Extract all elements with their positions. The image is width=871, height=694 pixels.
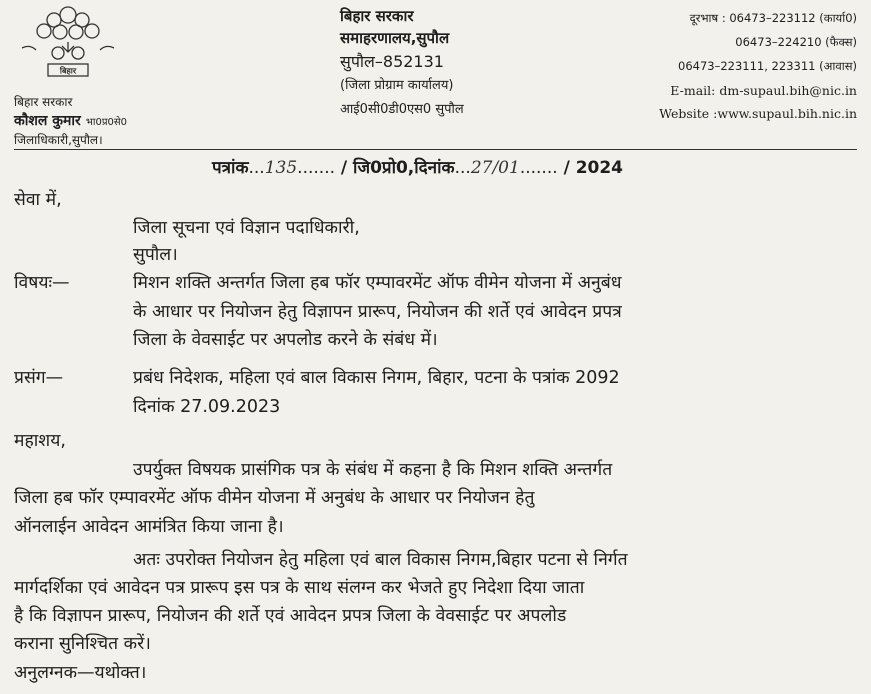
context-line: दिनांक 27.09.2023 [133,397,281,417]
para1-line: ऑनलाईन आवेदन आमंत्रित किया जाना है। [14,517,284,537]
to-line-1: जिला सूचना एवं विज्ञान पदाधिकारी, [133,218,360,238]
center-line-3: सुपौल–852131 [340,52,444,71]
center-line-5: आई0सी0डी0एस0 सुपौल [340,102,464,117]
phone-office: दूरभाष : 06473–223112 (कार्या0) [689,11,857,25]
header-divider [14,149,857,150]
officer-post: जिलाधिकारी,सुपौल। [14,133,103,147]
svg-text:बिहार: बिहार [59,66,77,76]
para2-line: अतः उपरोक्त नियोजन हेतु महिला एवं बाल विकास निगम,बिहार पटना से निर्गत [133,550,628,570]
context-line: प्रबंध निदेशक, महिला एवं बाल विकास निगम, बिहार, पटना के पत्रांक 2092 [133,368,620,388]
subject-label: विषयः— [14,273,70,293]
enclosure-note: अनुलग्नक—यथोक्त। [14,663,147,683]
email-text: E-mail: dm-supaul.bih@nic.in [670,83,857,98]
reference-line: पत्रांक...135....... / जि0प्रो0,दिनांक...27/01....... / 2024 [212,158,624,178]
to-label: सेवा में, [14,190,62,210]
phone-fax: 06473–224210 (फैक्स) [735,35,857,49]
subject-line: मिशन शक्ति अन्तर्गत जिला हब फॉर एम्पावरमेंट ऑफ वीमेन योजना में अनुबंध [133,273,622,293]
para2-line: है कि विज्ञापन प्रारूप, नियोजन की शर्ते एवं आवेदन प्रपत्र जिला के वेवसाईट पर अपलोड [14,606,567,626]
reference-year: / 2024 [563,158,624,178]
center-line-2: समाहरणालय,सुपौल [340,29,450,47]
officer-name: कौशल कुमार [14,113,81,129]
phone-residence: 06473–223111, 223311 (आवास) [678,59,857,73]
bihar-emblem-icon [14,2,122,90]
officer-service: भा0प्र0से0 [85,117,128,128]
subject-line: के आधार पर नियोजन हेतु विज्ञापन प्रारूप, नियोजन की शर्ते एवं आवेदन प्रपत्र [133,302,622,322]
officer-name-line [14,110,127,130]
para1-line: उपर्युक्त विषयक प्रासंगिक पत्र के संबंध में कहना है कि मिशन शक्ति अन्तर्गत [133,460,613,480]
reference-label: पत्रांक [212,158,249,178]
para1-line: जिला हब फॉर एम्पावरमेंट ऑफ वीमेन योजना में अनुबंध के आधार पर नियोजन हेतु [14,488,535,508]
center-line-4: (जिला प्रोग्राम कार्यालय) [340,78,454,93]
reference-office: / जि0प्रो0,दिनांक [340,158,455,178]
website-text: Website :www.supaul.bih.nic.in [659,106,857,121]
para2-line: मार्गदर्शिका एवं आवेदन पत्र प्रारूप इस पत्र के साथ संलग्न कर भेजते हुए निदेशा दिया जाता [14,578,585,598]
reference-number: 135 [264,158,298,178]
context-label: प्रसंग— [14,368,64,388]
center-line-1: बिहार सरकार [340,7,414,25]
govt-label: बिहार सरकार [14,95,73,109]
reference-date: 27/01 [470,158,520,178]
subject-line: जिला के वेवसाईट पर अपलोड करने के संबंध में। [133,330,438,350]
to-line-2: सुपौल। [133,245,178,265]
para2-line: कराना सुनिश्चित करें। [14,634,151,654]
salutation: महाशय, [14,431,66,451]
